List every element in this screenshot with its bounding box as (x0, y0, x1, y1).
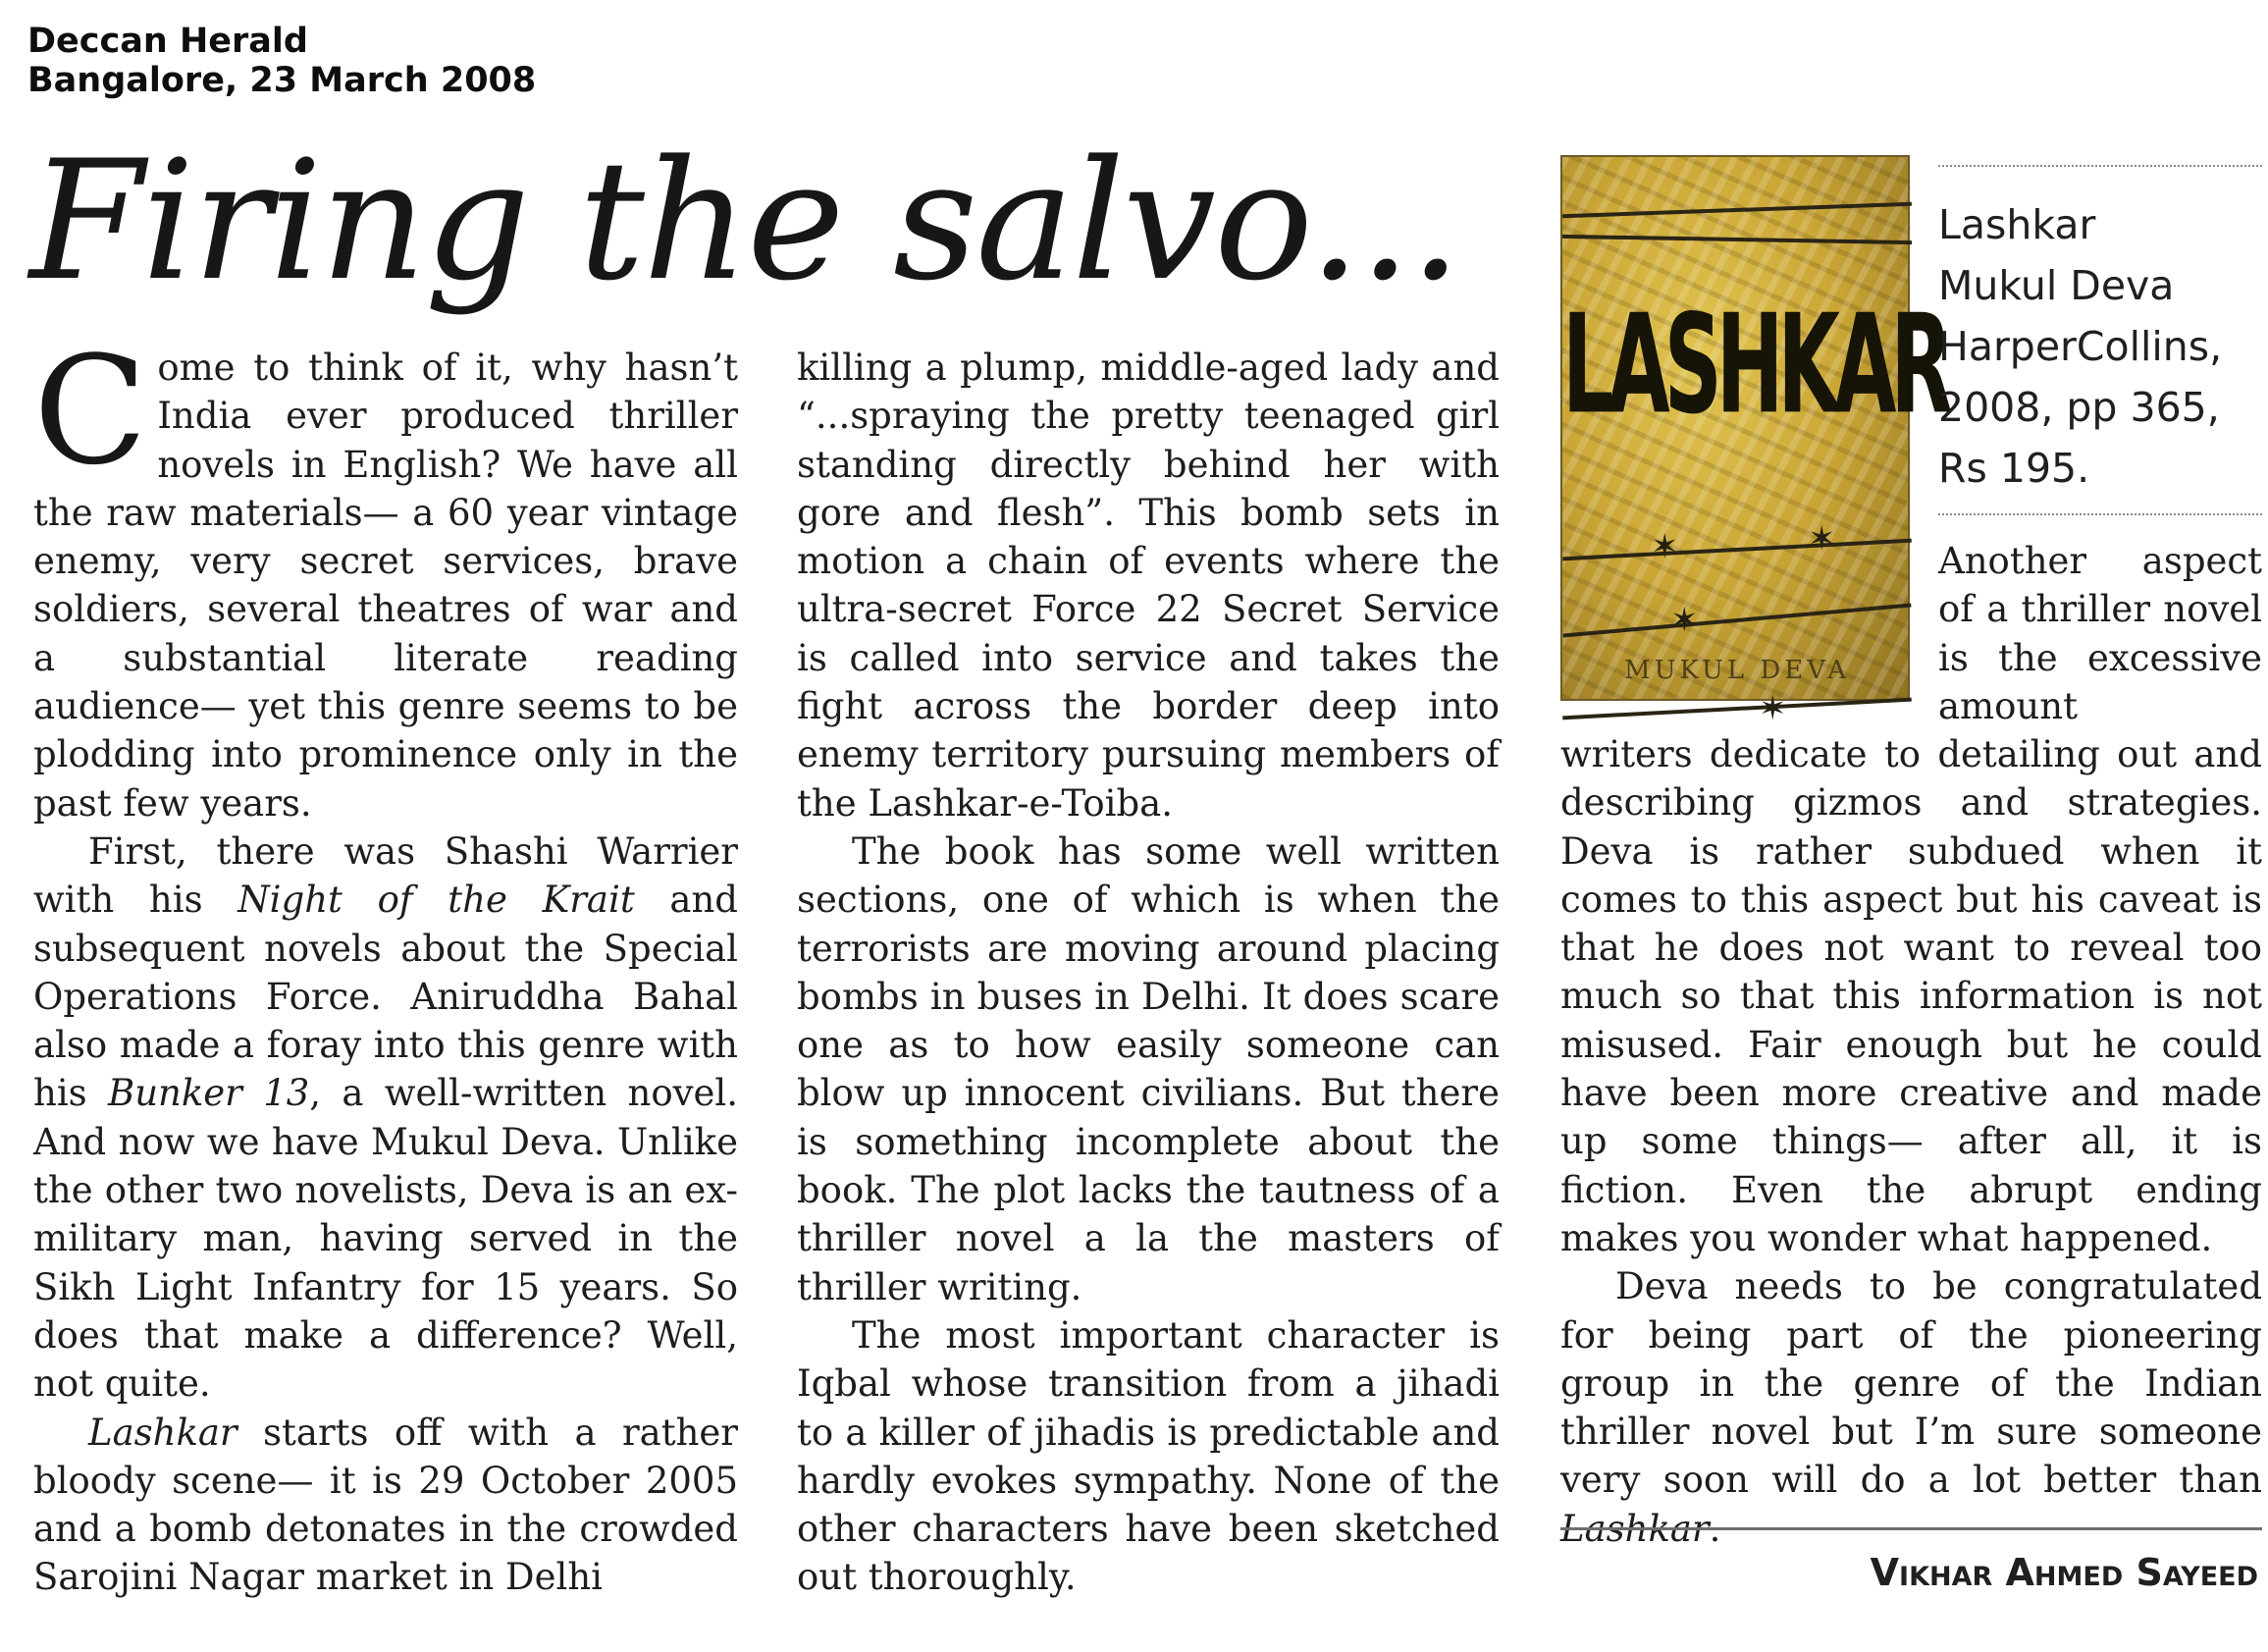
barb-icon: ✶ (1808, 519, 1836, 559)
paragraph-1-text: ome to think of it, why hasn’t India ever produced thriller novels in English? We have all the raw materials— a 60 year vintage enemy, very secret services, brave soldiers, several theatres of war and a substantial literate reading audience— yet this genre seems to be plodding into prominence only in the past few years. (33, 346, 738, 825)
barbed-wire-line (1562, 539, 1912, 561)
paragraph-2 (33, 827, 738, 1409)
article-column-2 (797, 344, 1500, 1602)
paragraph-2-text-c: , a well-written novel. And now we have Mukul Deva. Unlike the other two novelists, Deva is an ex-military man, having served in the Sikh Light Infantry for 15 years. So does that make a difference? Well, not quite. (33, 1072, 738, 1406)
paragraph-4: The book has some well written sections, one of which is when the terrorists are moving around placing bombs in buses in Delhi. It does scare one as to how easily someone can blow up innocent civilians. But there is something incomplete about the book. The plot lacks the tautness of a thriller novel a la the masters of thriller writing. (797, 829, 1500, 1308)
barbed-wire-line (1563, 601, 1912, 640)
book-title-lashkar: Lashkar (88, 1411, 237, 1454)
divider-dotted-top (1938, 165, 2262, 167)
book-cover-image (1560, 155, 1947, 728)
paragraph-6-start: Another aspect of a thriller novel is the excessive amount (1938, 540, 2262, 727)
book-details: 2008, pp 365, (1938, 384, 2220, 431)
paragraph-2-text-b: and subsequent novels about the Special Operations Force. Aniruddha Bahal also made a foray into this genre with his (33, 879, 738, 1115)
book-title-bunker-13: Bunker 13 (108, 1072, 310, 1115)
dateline: Bangalore, 23 March 2008 (27, 61, 537, 100)
newspaper-name: Deccan Herald (27, 22, 308, 61)
paragraph-3-continued: killing a plump, middle-aged lady and “...spraying the pretty teenaged girl standing directly behind her with gore and flesh”. This bomb sets in motion a chain of events where the ultra-secret Force 22 Secret Service is called into service and takes the fight across the border deep into enemy territory pursuing members of the Lashkar-e-Toiba. (797, 346, 1500, 825)
paragraph-7-text: Deva needs to be congratulated for being part of the pioneering group in the genre of the Indian thriller novel but I’m sure someone very soon will do a lot better than (1560, 1265, 2262, 1502)
book-author: Mukul Deva (1938, 262, 2175, 309)
article-column-1 (33, 324, 738, 1602)
paragraph-5: The most important character is Iqbal whose transition from a jihadi to a killer of jihadis is predictable and hardly evokes sympathy. None of the other characters have been sketched out thoroughly. (797, 1313, 1500, 1599)
paragraph-2-text-a: First, there was Shashi Warrier with his (33, 829, 738, 922)
barb-icon: ✶ (1759, 689, 1787, 728)
barbed-wire-line (1562, 698, 1912, 720)
book-title-night-of-the-krait: Night of the Krait (237, 879, 635, 922)
book-publisher: HarperCollins, (1938, 323, 2223, 370)
article-column-3 (1560, 730, 2262, 1553)
book-title-lashkar-end: Lashkar (1560, 1507, 1710, 1550)
paragraph-7-end: . (1709, 1507, 1721, 1550)
book-info (1938, 194, 2222, 499)
masthead (27, 22, 536, 100)
byline: Vikhar Ahmed Sayeed (1870, 1551, 2258, 1594)
barb-icon: ✶ (1651, 527, 1679, 566)
paragraph-1 (33, 324, 738, 827)
paragraph-6-continued: writers dedicate to detailing out and describing gizmos and strategies. Deva is rather subdued when it comes to this aspect but his caveat is that he does not want to reveal too much so that this information is not misused. Fair enough but he could have been more creative and made up some things— after all, it is fiction. Even the abrupt ending makes you wonder what happened. (1560, 733, 2262, 1259)
divider-dotted-bottom (1938, 513, 2262, 515)
cover-author: MUKUL DEVA (1623, 656, 1851, 685)
book-title: Lashkar (1938, 201, 2096, 248)
byline-divider (1560, 1527, 2262, 1530)
book-price: Rs 195. (1938, 445, 2090, 492)
drop-cap: C (33, 324, 148, 498)
paragraph-3-text-a: starts off with a rather bloody scene— it is 29 October 2005 and a bomb detonates in the crowded Sarojini Nagar market in Delhi (33, 1411, 738, 1599)
barbed-wire-line (1562, 202, 1912, 218)
paragraph-3-start (33, 1409, 738, 1602)
article-column-3-top (1938, 537, 2262, 730)
cover-title: LASHKAR (1562, 286, 1947, 446)
paragraph-7 (1560, 1262, 2262, 1553)
headline: Firing the salvo... (29, 125, 1460, 317)
barb-icon: ✶ (1670, 601, 1699, 640)
